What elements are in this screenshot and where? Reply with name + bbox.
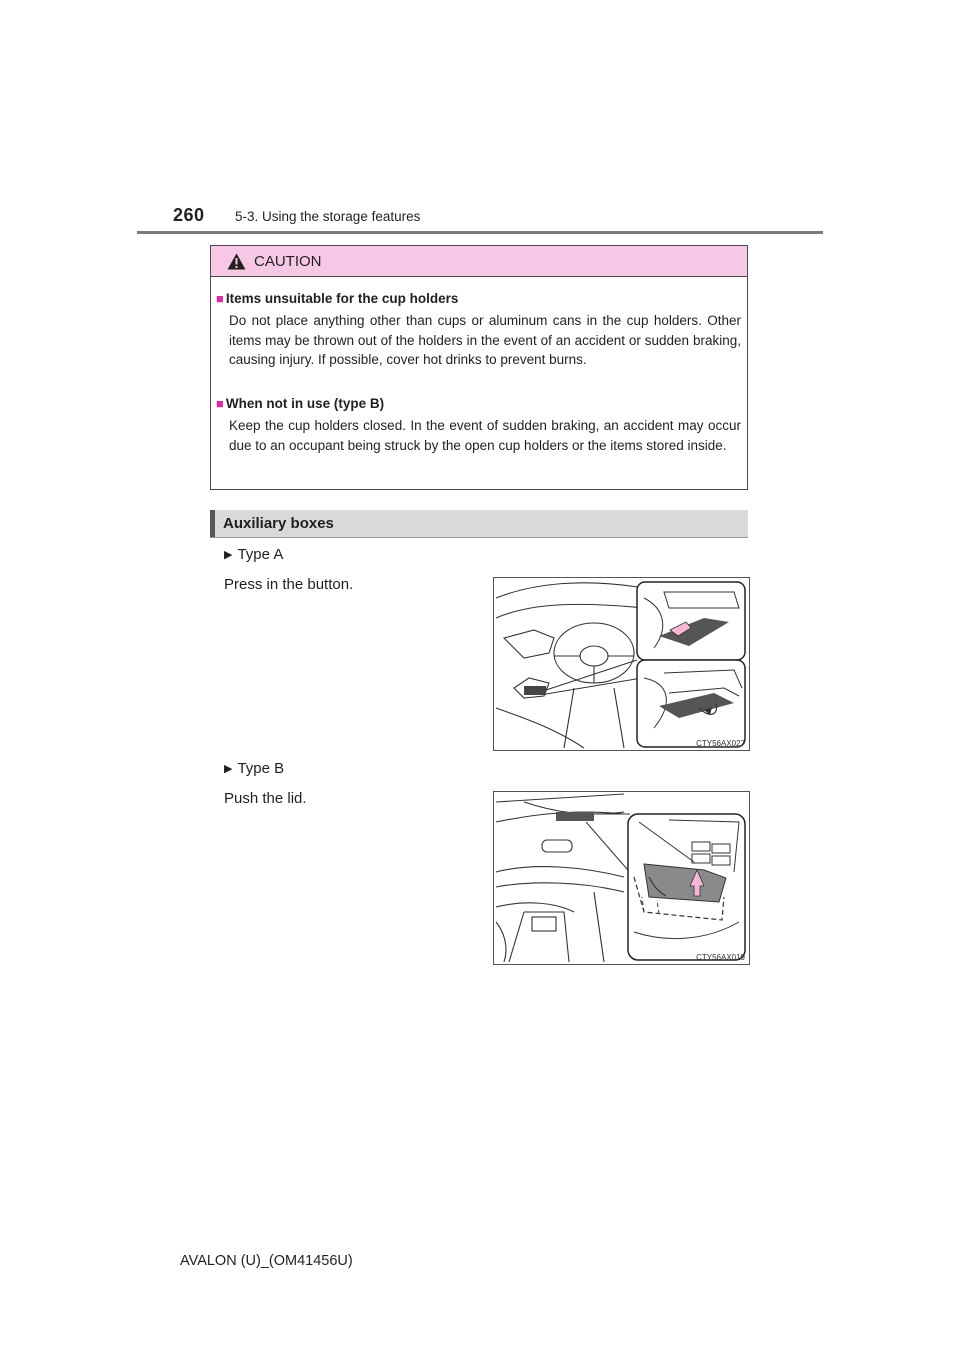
caution-item: [216, 395, 741, 455]
type-a-instruction: Press in the button.: [224, 576, 354, 593]
figure-code: CTY56AX027: [696, 739, 745, 748]
section-underline: [210, 537, 748, 538]
bullet-square-icon: ■: [216, 291, 224, 306]
type-a-illustration: [493, 577, 750, 751]
header-rule: [137, 231, 823, 234]
figure-code: CTY56AX019: [696, 953, 745, 962]
type-b-illustration: [493, 791, 750, 965]
type-b-label: ▶ Type B: [224, 760, 285, 777]
section-heading: Auxiliary boxes: [223, 515, 334, 532]
caution-title: CAUTION: [254, 253, 322, 270]
dashboard-illustration: [494, 578, 749, 750]
triangle-bullet-icon: ▶: [224, 763, 233, 775]
warning-triangle-icon: [227, 253, 246, 270]
type-b-instruction: Push the lid.: [224, 790, 307, 807]
type-a-label: ▶ Type A: [224, 546, 284, 563]
footer-model: AVALON (U)_(OM41456U): [180, 1253, 353, 1269]
bullet-square-icon: ■: [216, 396, 224, 411]
section-marker: [210, 510, 215, 537]
section-heading-bar: [210, 510, 748, 537]
caution-box: [210, 245, 748, 490]
caution-item: [216, 290, 741, 370]
caution-item-heading: ■ When not in use (type B): [216, 396, 385, 411]
caution-header: [211, 246, 747, 277]
overhead-console-illustration: [494, 792, 749, 964]
triangle-bullet-icon: ▶: [224, 549, 233, 561]
caution-item-text: Keep the cup holders closed. In the event of sudden braking, an accident may occur due to an occupant being struck by the open cup holders or the items stored inside.: [229, 418, 741, 453]
page-number: 260: [173, 205, 205, 225]
caution-item-heading: ■ Items unsuitable for the cup holders: [216, 291, 459, 306]
caution-item-text: Do not place anything other than cups or aluminum cans in the cup holders. Other items may be thrown out of the holders in the event of an accident or sudden braking, causing injury. If possible, cover hot drinks to prevent burns.: [229, 313, 741, 367]
section-title: 5-3. Using the storage features: [235, 209, 421, 224]
